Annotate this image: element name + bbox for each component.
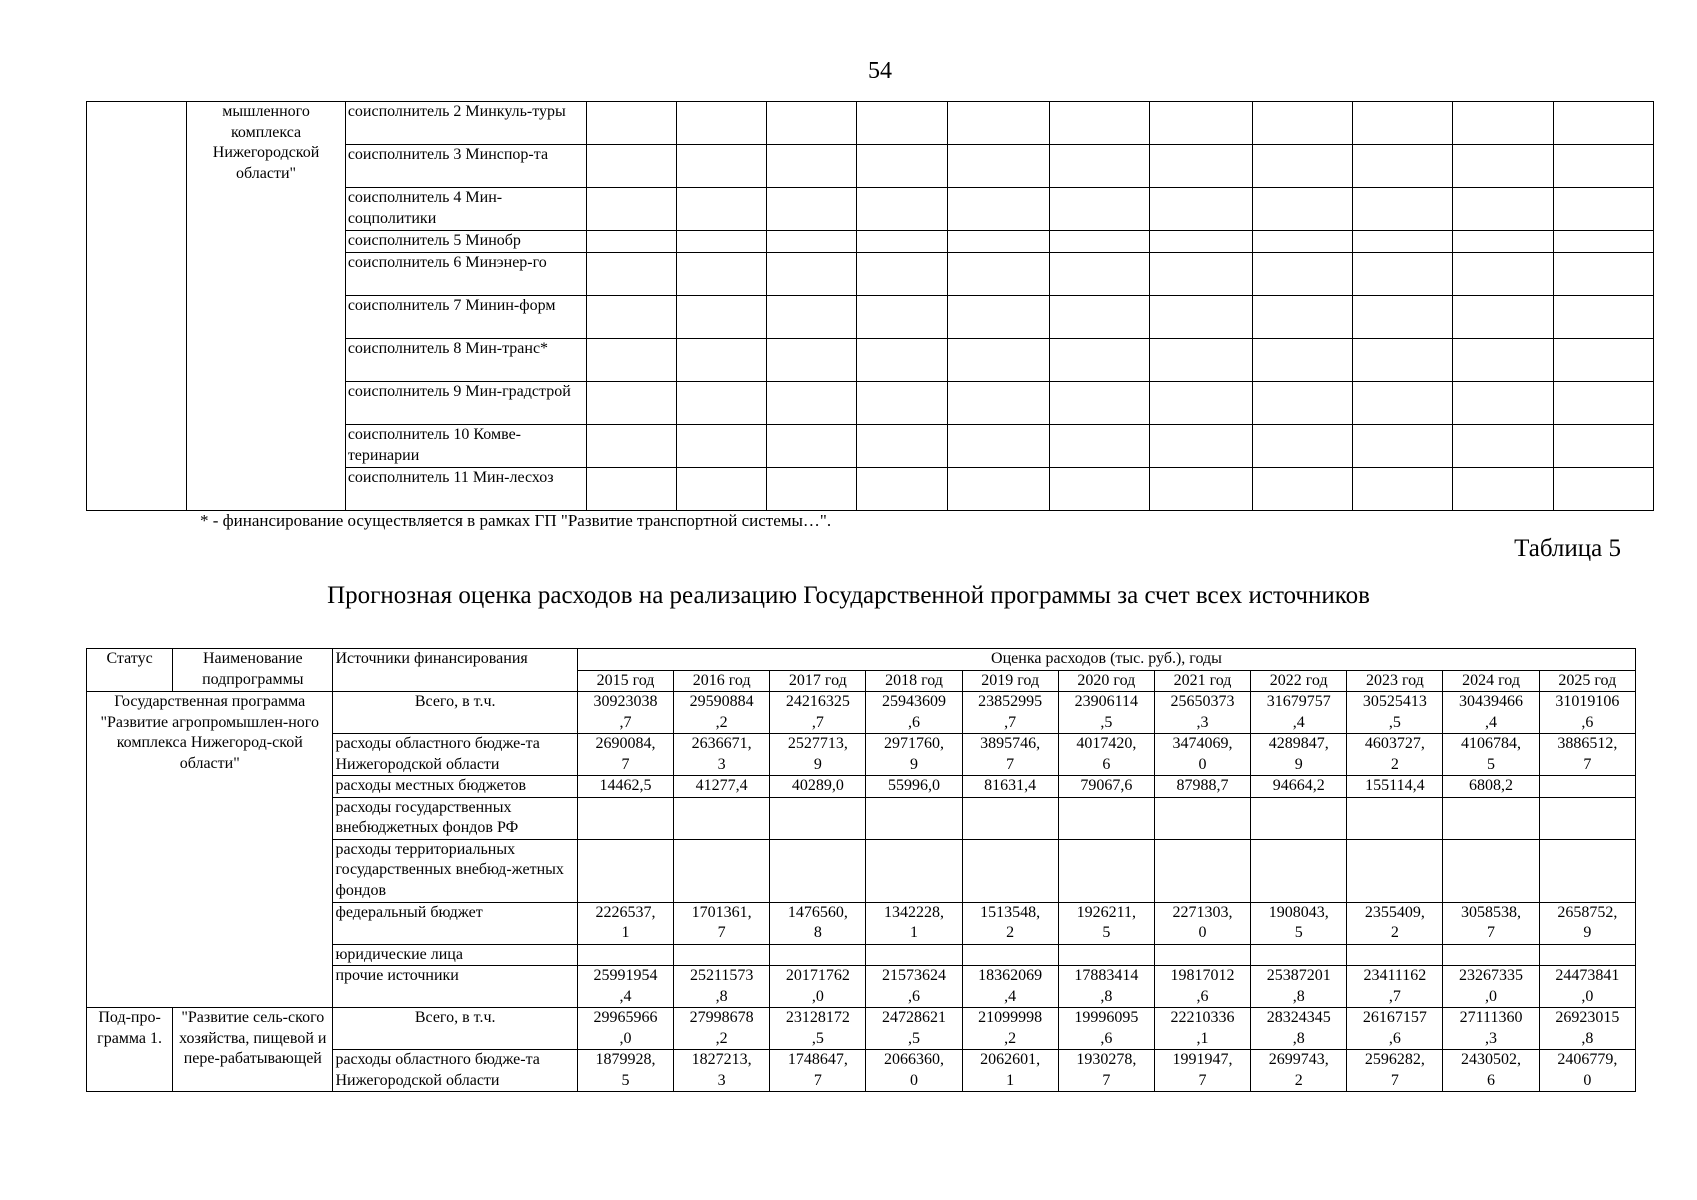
value-cell xyxy=(857,296,947,339)
header-year: 2019 год xyxy=(962,670,1058,692)
value-cell xyxy=(1453,188,1553,231)
value-cell xyxy=(1251,839,1347,902)
value-cell xyxy=(1252,339,1352,382)
value-cell xyxy=(1251,797,1347,839)
value-cell xyxy=(676,425,766,468)
subprogram-name-cell: "Развитие сель-ского хозяйства, пищевой и пере-рабатывающей xyxy=(173,1008,333,1092)
value-cell xyxy=(1352,468,1452,511)
value-cell xyxy=(962,797,1058,839)
value-cell: 87988,7 xyxy=(1154,776,1250,798)
value-cell: 29590884 ,2 xyxy=(674,692,770,734)
value-cell xyxy=(1252,145,1352,188)
value-cell: 21573624 ,6 xyxy=(866,966,962,1008)
value-cell xyxy=(577,839,673,902)
value-cell xyxy=(676,382,766,425)
value-cell xyxy=(767,296,857,339)
value-cell xyxy=(1453,382,1553,425)
table-row xyxy=(87,102,1654,145)
value-cell: 20171762 ,0 xyxy=(770,966,866,1008)
value-cell xyxy=(1252,296,1352,339)
value-cell: 25650373 ,3 xyxy=(1154,692,1250,734)
value-cell: 3058538, 7 xyxy=(1443,902,1539,944)
value-cell: 22210336 ,1 xyxy=(1154,1008,1250,1050)
value-cell xyxy=(1150,188,1252,231)
value-cell xyxy=(1453,296,1553,339)
value-cell xyxy=(577,944,673,966)
value-cell: 2062601, 1 xyxy=(962,1050,1058,1092)
value-cell xyxy=(1443,944,1539,966)
value-cell xyxy=(1453,102,1553,145)
value-cell xyxy=(1050,468,1150,511)
value-cell xyxy=(947,425,1049,468)
value-cell xyxy=(947,253,1049,296)
header-estimate: Оценка расходов (тыс. руб.), годы xyxy=(577,649,1635,671)
funding-source-cell: расходы местных бюджетов xyxy=(333,776,577,798)
value-cell xyxy=(676,231,766,253)
value-cell: 31679757 ,4 xyxy=(1251,692,1347,734)
value-cell: 2226537, 1 xyxy=(577,902,673,944)
value-cell xyxy=(767,339,857,382)
value-cell xyxy=(857,425,947,468)
value-cell xyxy=(1150,339,1252,382)
value-cell xyxy=(1050,382,1150,425)
value-cell xyxy=(676,253,766,296)
value-cell xyxy=(676,188,766,231)
value-cell xyxy=(1553,188,1653,231)
value-cell: 81631,4 xyxy=(962,776,1058,798)
value-cell: 30923038 ,7 xyxy=(577,692,673,734)
header-year: 2017 год xyxy=(770,670,866,692)
value-cell: 2355409, 2 xyxy=(1347,902,1443,944)
value-cell: 1908043, 5 xyxy=(1251,902,1347,944)
value-cell xyxy=(1443,839,1539,902)
value-cell xyxy=(586,339,676,382)
value-cell xyxy=(857,468,947,511)
value-cell xyxy=(857,339,947,382)
funding-source-cell: расходы областного бюдже-та Нижегородской области xyxy=(333,1050,577,1092)
value-cell xyxy=(857,231,947,253)
value-cell xyxy=(1150,296,1252,339)
value-cell: 94664,2 xyxy=(1251,776,1347,798)
value-cell xyxy=(1150,425,1252,468)
value-cell: 28324345 ,8 xyxy=(1251,1008,1347,1050)
value-cell xyxy=(676,468,766,511)
value-cell xyxy=(1150,145,1252,188)
value-cell xyxy=(1150,102,1252,145)
value-cell xyxy=(1352,296,1452,339)
cofunding-table-continued xyxy=(86,101,1654,511)
co-executor-label: соисполнитель 4 Мин-соцполитики xyxy=(345,188,586,231)
value-cell: 25943609 ,6 xyxy=(866,692,962,734)
value-cell: 31019106 ,6 xyxy=(1539,692,1635,734)
value-cell xyxy=(962,839,1058,902)
value-cell xyxy=(1453,339,1553,382)
value-cell xyxy=(1453,425,1553,468)
value-cell xyxy=(770,944,866,966)
value-cell: 27111360 ,3 xyxy=(1443,1008,1539,1050)
value-cell xyxy=(1352,188,1452,231)
value-cell xyxy=(1050,339,1150,382)
status-cell: Под-про-грамма 1. xyxy=(87,1008,173,1092)
value-cell xyxy=(1539,797,1635,839)
subprogram-name-cell: мышленного комплекса Нижегородской области" xyxy=(187,102,346,511)
value-cell xyxy=(857,188,947,231)
value-cell: 1513548, 2 xyxy=(962,902,1058,944)
header-year: 2015 год xyxy=(577,670,673,692)
value-cell: 30439466 ,4 xyxy=(1443,692,1539,734)
value-cell xyxy=(1539,839,1635,902)
value-cell xyxy=(1553,231,1653,253)
footnote: * - финансирование осуществляется в рамках ГП "Развитие транспортной системы…". xyxy=(200,511,832,530)
value-cell xyxy=(767,468,857,511)
funding-source-cell: юридические лица xyxy=(333,944,577,966)
value-cell: 3474069, 0 xyxy=(1154,734,1250,776)
value-cell: 2636671, 3 xyxy=(674,734,770,776)
value-cell xyxy=(1352,339,1452,382)
funding-source-cell: прочие источники xyxy=(333,966,577,1008)
value-cell: 23411162 ,7 xyxy=(1347,966,1443,1008)
co-executor-label: соисполнитель 5 Минобр xyxy=(345,231,586,253)
value-cell: 1342228, 1 xyxy=(866,902,962,944)
value-cell: 17883414 ,8 xyxy=(1058,966,1154,1008)
value-cell xyxy=(1453,145,1553,188)
value-cell xyxy=(767,145,857,188)
value-cell xyxy=(674,797,770,839)
value-cell xyxy=(674,839,770,902)
header-year: 2018 год xyxy=(866,670,962,692)
value-cell xyxy=(1050,145,1150,188)
value-cell xyxy=(1352,102,1452,145)
header-year: 2024 год xyxy=(1443,670,1539,692)
value-cell: 1476560, 8 xyxy=(770,902,866,944)
value-cell xyxy=(676,339,766,382)
value-cell xyxy=(1252,382,1352,425)
value-cell xyxy=(1251,944,1347,966)
co-executor-label: соисполнитель 7 Минин-форм xyxy=(345,296,586,339)
header-row xyxy=(87,649,1636,671)
value-cell xyxy=(1539,944,1635,966)
funding-source-cell: Всего, в т.ч. xyxy=(333,692,577,734)
funding-source-cell: федеральный бюджет xyxy=(333,902,577,944)
value-cell xyxy=(586,296,676,339)
value-cell: 18362069 ,4 xyxy=(962,966,1058,1008)
value-cell: 1879928, 5 xyxy=(577,1050,673,1092)
value-cell xyxy=(1352,425,1452,468)
table-row xyxy=(87,692,1636,734)
header-name: Наименование подпрограммы xyxy=(173,649,333,692)
value-cell: 40289,0 xyxy=(770,776,866,798)
value-cell: 2699743, 2 xyxy=(1251,1050,1347,1092)
co-executor-label: соисполнитель 11 Мин-лесхоз xyxy=(345,468,586,511)
value-cell xyxy=(1453,231,1553,253)
value-cell xyxy=(1252,231,1352,253)
value-cell: 26167157 ,6 xyxy=(1347,1008,1443,1050)
value-cell xyxy=(1453,468,1553,511)
value-cell xyxy=(586,102,676,145)
value-cell xyxy=(770,797,866,839)
program-status-cell: Государственная программа "Развитие агропромышлен-ного комплекса Нижегород-ской области" xyxy=(87,692,333,1008)
value-cell xyxy=(857,382,947,425)
value-cell xyxy=(767,425,857,468)
value-cell xyxy=(1553,468,1653,511)
value-cell: 41277,4 xyxy=(674,776,770,798)
value-cell xyxy=(1347,797,1443,839)
value-cell xyxy=(1154,944,1250,966)
value-cell xyxy=(767,231,857,253)
value-cell xyxy=(586,188,676,231)
value-cell: 79067,6 xyxy=(1058,776,1154,798)
value-cell xyxy=(947,339,1049,382)
value-cell xyxy=(674,944,770,966)
value-cell xyxy=(857,145,947,188)
value-cell xyxy=(1050,296,1150,339)
value-cell xyxy=(1252,468,1352,511)
value-cell xyxy=(676,102,766,145)
table-title: Прогнозная оценка расходов на реализацию Государственной программы за счет всех источников xyxy=(327,582,1370,609)
value-cell: 55996,0 xyxy=(866,776,962,798)
funding-source-cell: расходы областного бюдже-та Нижегородской области xyxy=(333,734,577,776)
co-executor-label: соисполнитель 2 Минкуль-туры xyxy=(345,102,586,145)
value-cell xyxy=(1150,253,1252,296)
value-cell xyxy=(947,145,1049,188)
value-cell: 14462,5 xyxy=(577,776,673,798)
value-cell xyxy=(577,797,673,839)
value-cell xyxy=(947,382,1049,425)
header-sources: Источники финансирования xyxy=(333,649,577,692)
value-cell xyxy=(767,382,857,425)
value-cell xyxy=(857,102,947,145)
value-cell: 4106784, 5 xyxy=(1443,734,1539,776)
value-cell xyxy=(947,188,1049,231)
value-cell xyxy=(767,102,857,145)
table-label: Таблица 5 xyxy=(1514,535,1621,562)
page-number: 54 xyxy=(868,58,892,84)
value-cell xyxy=(1352,231,1452,253)
value-cell xyxy=(866,797,962,839)
value-cell: 21099998 ,2 xyxy=(962,1008,1058,1050)
value-cell: 1827213, 3 xyxy=(674,1050,770,1092)
value-cell xyxy=(767,253,857,296)
value-cell: 19996095 ,6 xyxy=(1058,1008,1154,1050)
value-cell: 23128172 ,5 xyxy=(770,1008,866,1050)
value-cell xyxy=(1553,425,1653,468)
funding-source-cell: расходы территориальных государственных внебюд-жетных фондов xyxy=(333,839,577,902)
value-cell: 1701361, 7 xyxy=(674,902,770,944)
value-cell xyxy=(1150,231,1252,253)
value-cell xyxy=(767,188,857,231)
value-cell xyxy=(586,231,676,253)
value-cell xyxy=(1553,145,1653,188)
value-cell xyxy=(586,425,676,468)
value-cell xyxy=(1553,102,1653,145)
value-cell: 23906114 ,5 xyxy=(1058,692,1154,734)
value-cell xyxy=(866,944,962,966)
value-cell: 24216325 ,7 xyxy=(770,692,866,734)
value-cell xyxy=(676,296,766,339)
value-cell xyxy=(947,296,1049,339)
value-cell xyxy=(1050,231,1150,253)
header-year: 2023 год xyxy=(1347,670,1443,692)
expense-forecast-table xyxy=(86,648,1636,1092)
value-cell: 4603727, 2 xyxy=(1347,734,1443,776)
value-cell xyxy=(1154,797,1250,839)
co-executor-label: соисполнитель 6 Минэнер-го xyxy=(345,253,586,296)
co-executor-label: соисполнитель 9 Мин-градстрой xyxy=(345,382,586,425)
value-cell xyxy=(1150,382,1252,425)
value-cell xyxy=(1553,296,1653,339)
value-cell: 2527713, 9 xyxy=(770,734,866,776)
value-cell xyxy=(1050,425,1150,468)
value-cell xyxy=(1050,188,1150,231)
value-cell xyxy=(857,253,947,296)
value-cell: 2658752, 9 xyxy=(1539,902,1635,944)
header-status: Статус xyxy=(87,649,173,692)
value-cell xyxy=(947,468,1049,511)
value-cell xyxy=(947,102,1049,145)
value-cell xyxy=(1154,839,1250,902)
header-year: 2025 год xyxy=(1539,670,1635,692)
value-cell xyxy=(1352,145,1452,188)
header-year: 2022 год xyxy=(1251,670,1347,692)
value-cell: 25387201 ,8 xyxy=(1251,966,1347,1008)
value-cell: 27998678 ,2 xyxy=(674,1008,770,1050)
value-cell: 6808,2 xyxy=(1443,776,1539,798)
value-cell xyxy=(1050,253,1150,296)
value-cell: 4017420, 6 xyxy=(1058,734,1154,776)
value-cell: 155114,4 xyxy=(1347,776,1443,798)
value-cell xyxy=(1058,797,1154,839)
value-cell: 1930278, 7 xyxy=(1058,1050,1154,1092)
value-cell: 23267335 ,0 xyxy=(1443,966,1539,1008)
value-cell: 25211573 ,8 xyxy=(674,966,770,1008)
value-cell xyxy=(1553,382,1653,425)
co-executor-label: соисполнитель 8 Мин-транс* xyxy=(345,339,586,382)
header-year: 2021 год xyxy=(1154,670,1250,692)
value-cell xyxy=(1453,253,1553,296)
value-cell: 2596282, 7 xyxy=(1347,1050,1443,1092)
value-cell: 19817012 ,6 xyxy=(1154,966,1250,1008)
value-cell: 2690084, 7 xyxy=(577,734,673,776)
value-cell xyxy=(1443,797,1539,839)
value-cell: 24473841 ,0 xyxy=(1539,966,1635,1008)
value-cell: 23852995 ,7 xyxy=(962,692,1058,734)
funding-source-cell: Всего, в т.ч. xyxy=(333,1008,577,1050)
value-cell: 3895746, 7 xyxy=(962,734,1058,776)
co-executor-label: соисполнитель 10 Комве-теринарии xyxy=(345,425,586,468)
value-cell: 2066360, 0 xyxy=(866,1050,962,1092)
value-cell: 4289847, 9 xyxy=(1251,734,1347,776)
value-cell xyxy=(586,145,676,188)
value-cell: 2271303, 0 xyxy=(1154,902,1250,944)
value-cell: 3886512, 7 xyxy=(1539,734,1635,776)
value-cell xyxy=(1050,102,1150,145)
value-cell xyxy=(1252,102,1352,145)
status-cell xyxy=(87,102,187,511)
value-cell: 26923015 ,8 xyxy=(1539,1008,1635,1050)
header-year: 2016 год xyxy=(674,670,770,692)
value-cell xyxy=(1058,944,1154,966)
value-cell: 30525413 ,5 xyxy=(1347,692,1443,734)
value-cell xyxy=(586,468,676,511)
table-row xyxy=(87,1008,1636,1050)
value-cell: 24728621 ,5 xyxy=(866,1008,962,1050)
value-cell: 2406779, 0 xyxy=(1539,1050,1635,1092)
value-cell xyxy=(1352,253,1452,296)
header-year: 2020 год xyxy=(1058,670,1154,692)
co-executor-label: соисполнитель 3 Минспор-та xyxy=(345,145,586,188)
funding-source-cell: расходы государственных внебюджетных фондов РФ xyxy=(333,797,577,839)
value-cell xyxy=(1252,253,1352,296)
value-cell xyxy=(1553,253,1653,296)
value-cell: 2971760, 9 xyxy=(866,734,962,776)
value-cell xyxy=(1539,776,1635,798)
value-cell: 1748647, 7 xyxy=(770,1050,866,1092)
value-cell xyxy=(1347,944,1443,966)
value-cell xyxy=(676,145,766,188)
value-cell: 1926211, 5 xyxy=(1058,902,1154,944)
value-cell xyxy=(1553,339,1653,382)
value-cell xyxy=(1252,425,1352,468)
value-cell: 2430502, 6 xyxy=(1443,1050,1539,1092)
value-cell xyxy=(1150,468,1252,511)
value-cell xyxy=(1352,382,1452,425)
value-cell xyxy=(1347,839,1443,902)
value-cell xyxy=(586,253,676,296)
value-cell xyxy=(947,231,1049,253)
value-cell xyxy=(1058,839,1154,902)
value-cell xyxy=(1252,188,1352,231)
value-cell xyxy=(962,944,1058,966)
value-cell xyxy=(866,839,962,902)
value-cell: 29965966 ,0 xyxy=(577,1008,673,1050)
value-cell: 25991954 ,4 xyxy=(577,966,673,1008)
value-cell xyxy=(586,382,676,425)
value-cell: 1991947, 7 xyxy=(1154,1050,1250,1092)
value-cell xyxy=(770,839,866,902)
